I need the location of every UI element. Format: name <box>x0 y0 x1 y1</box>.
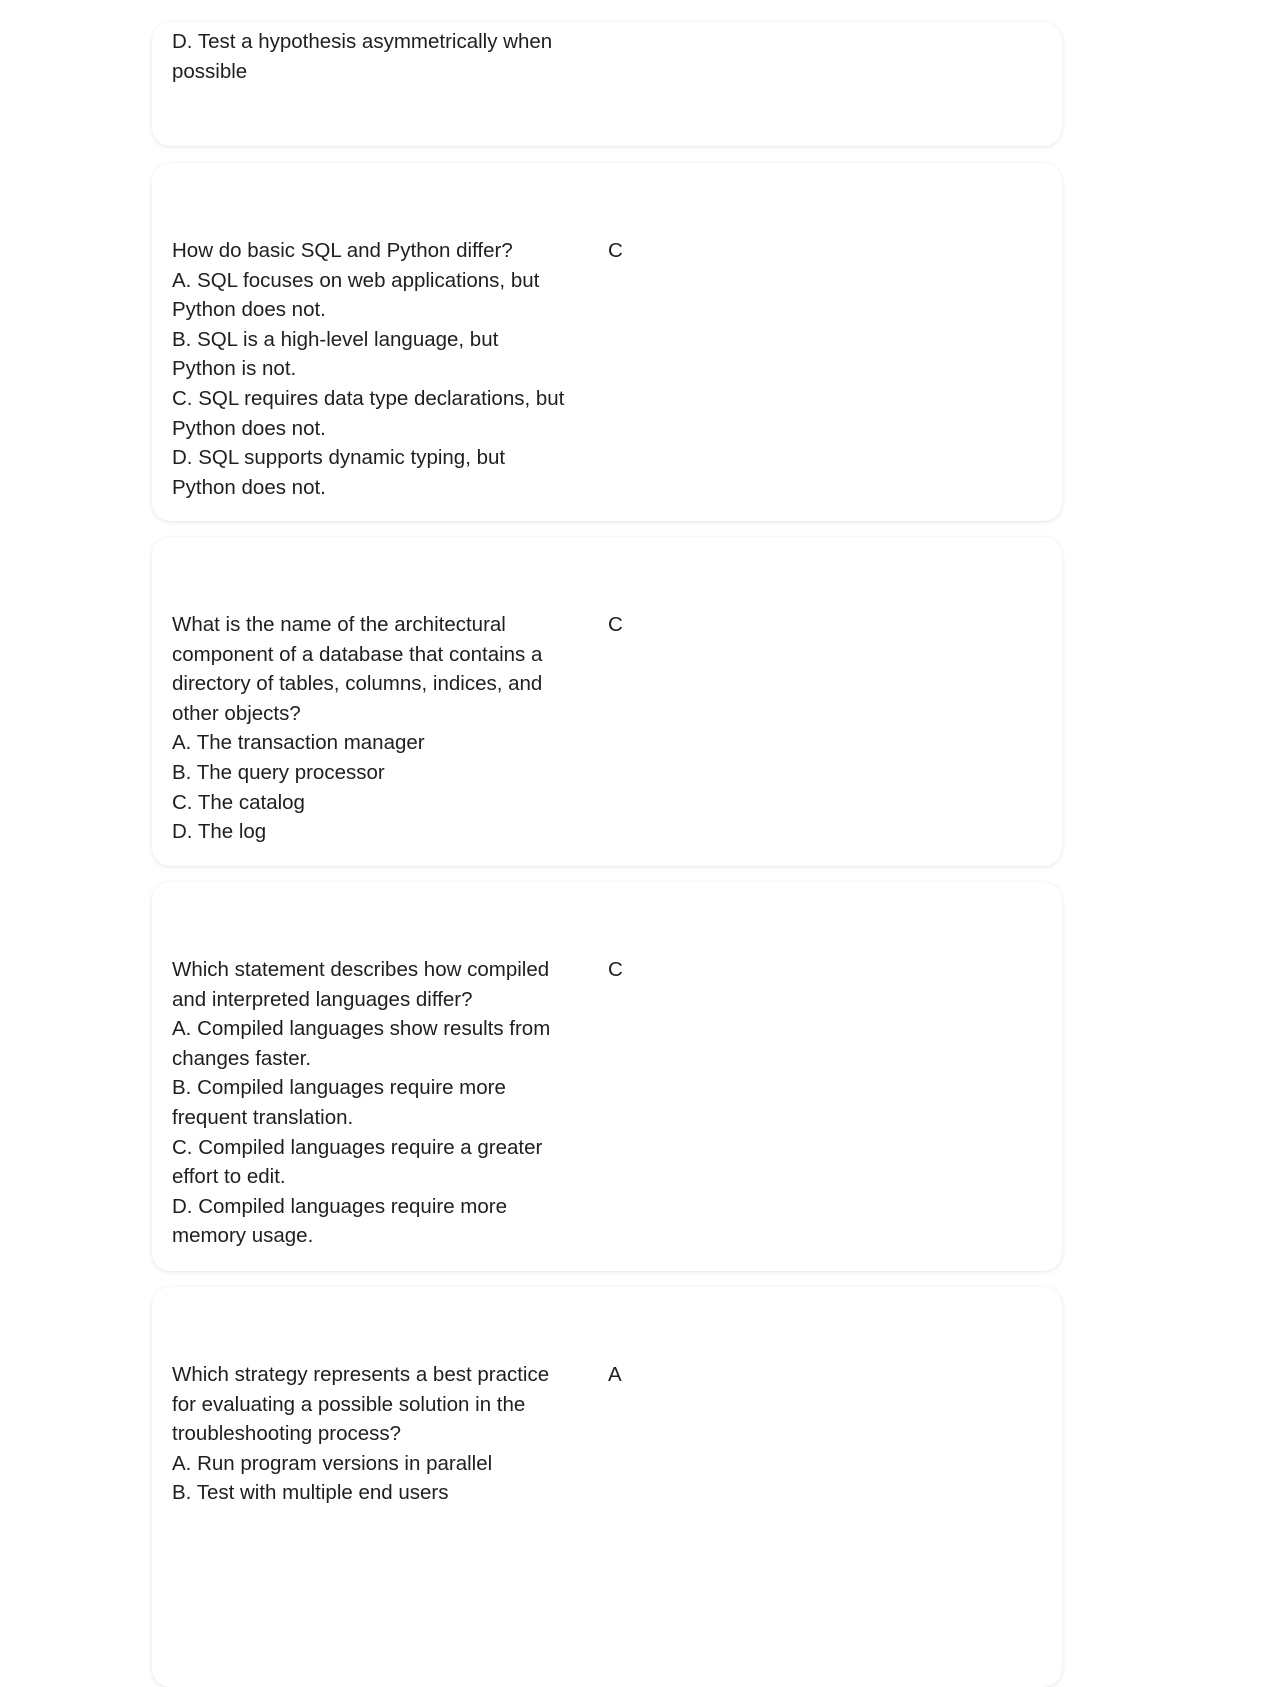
question-line: B. Compiled languages require more <box>172 1076 506 1100</box>
question-line: B. The query processor <box>172 760 385 784</box>
answer-text: C <box>608 613 623 636</box>
question-line: C. The catalog <box>172 790 305 814</box>
answer-text: C <box>608 958 623 981</box>
flashcard <box>152 882 1062 1271</box>
flashcard-list <box>0 30 1275 1512</box>
question-line: C. SQL requires data type declarations, but <box>172 386 565 410</box>
question-text <box>172 27 592 86</box>
question-text <box>172 955 592 1251</box>
question-text <box>172 236 592 502</box>
question-line: Which statement describes how compiled <box>172 958 550 981</box>
question-line: D. Compiled languages require more <box>172 1194 508 1218</box>
question-text <box>172 610 592 847</box>
question-line: Python does not. <box>172 298 326 322</box>
question-line: memory usage. <box>172 1224 314 1248</box>
question-line: D. SQL supports dynamic typing, but <box>172 446 506 470</box>
question-line: D. Test a hypothesis asymmetrically when <box>172 30 553 53</box>
question-line: component of a database that contains a <box>172 642 543 666</box>
question-line: C. Compiled languages require a greater <box>172 1135 543 1159</box>
question-line: other objects? <box>172 701 301 725</box>
question-line: A. Compiled languages show results from <box>172 1017 551 1041</box>
question-line: troubleshooting process? <box>172 1422 402 1446</box>
answer-text: C <box>608 239 623 262</box>
question-line: and interpreted languages differ? <box>172 987 473 1011</box>
question-line: A. The transaction manager <box>172 731 425 755</box>
question-line: effort to edit. <box>172 1165 286 1189</box>
question-text <box>172 1360 592 1508</box>
question-line: possible <box>172 59 248 83</box>
flashcard <box>152 537 1062 866</box>
question-line: Python does not. <box>172 416 326 440</box>
flashcard <box>152 1287 1062 1687</box>
question-line: B. SQL is a high-level language, but <box>172 327 499 351</box>
question-line: A. Run program versions in parallel <box>172 1451 493 1475</box>
question-line: for evaluating a possible solution in the <box>172 1392 526 1416</box>
flashcard <box>152 163 1062 521</box>
answer-text: A <box>608 1363 622 1386</box>
question-line: A. SQL focuses on web applications, but <box>172 268 540 292</box>
question-line: Python does not. <box>172 475 326 499</box>
question-line: How do basic SQL and Python differ? <box>172 239 513 262</box>
flashcard <box>152 22 1062 146</box>
question-line: Which strategy represents a best practice <box>172 1363 550 1386</box>
question-line: changes faster. <box>172 1046 312 1070</box>
question-line: directory of tables, columns, indices, and <box>172 672 543 696</box>
question-line: B. Test with multiple end users <box>172 1481 449 1505</box>
question-line: D. The log <box>172 820 267 844</box>
question-line: What is the name of the architectural <box>172 613 506 636</box>
question-line: Python is not. <box>172 357 297 381</box>
question-line: frequent translation. <box>172 1105 354 1129</box>
